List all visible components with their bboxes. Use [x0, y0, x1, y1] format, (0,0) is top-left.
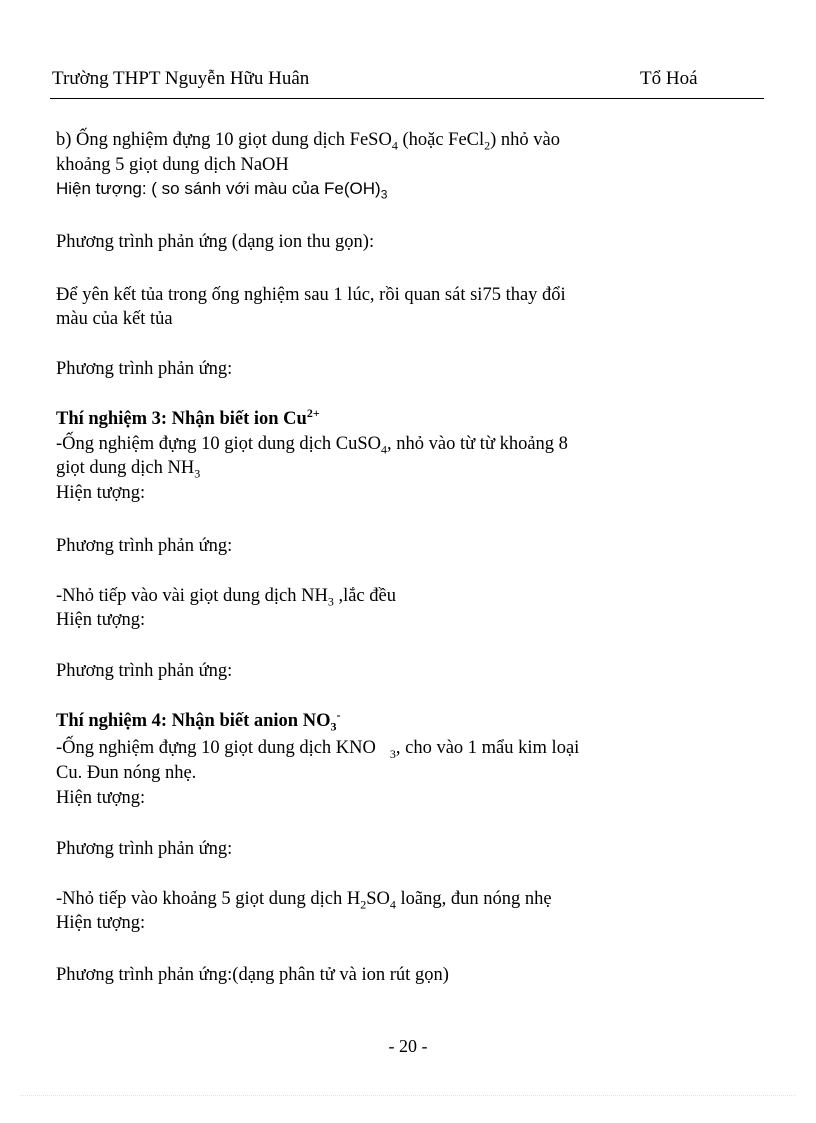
phenomenon-line: Hiện tượng:	[56, 610, 146, 630]
equation-line: Phương trình phản ứng:	[56, 536, 233, 556]
paragraph-line: -Ống nghiệm đựng 10 giọt dung dịch CuSO$_4$, nhỏ vào từ từ khoảng 8	[56, 434, 568, 457]
paragraph-line: giọt dung dịch $NH_3$	[56, 458, 201, 481]
header-school: Trường THPT Nguyễn Hữu Huân	[52, 68, 310, 89]
paragraph-line: Để yên kết tủa trong ống nghiệm sau 1 lúc, rồi quan sát si75 thay đổi	[56, 285, 566, 305]
paragraph-line: -Nhỏ tiếp vào vài giọt dung dịch $NH_3$ ,lắc đều	[56, 586, 396, 609]
equation-line: Phương trình phản ứng:	[56, 359, 233, 379]
paragraph-line: b) Ống nghiệm đựng 10 giọt dung dịch FeSO$_4$ (hoặc FeCl$_2$) nhỏ vào	[56, 130, 561, 153]
phenomenon-line: Hiện tượng:	[56, 483, 146, 503]
equation-line: Phương trình phản ứng:	[56, 839, 233, 859]
paragraph-line: -Ống nghiệm đựng 10 giọt dung dịch KNO $_3$, cho vào 1 mẩu kim loại	[56, 738, 580, 761]
section-title-exp3: Thí nghiệm 3: Nhận biết ion $Cu^{2+}$	[56, 405, 320, 429]
paragraph-line: khoảng 5 giọt dung dịch NaOH	[56, 155, 289, 175]
paragraph-line: Cu. Đun nóng nhẹ.	[56, 763, 197, 783]
section-title-exp4: Thí nghiệm 4: Nhận biết anion $NO_3^-$	[56, 707, 341, 734]
paragraph-line: -Nhỏ tiếp vào khoảng 5 giọt dung dịch $H_2SO_4$ loãng, đun nóng nhẹ	[56, 889, 552, 912]
phenomenon-line: Hiện tượng: ( so sánh với màu của $Fe(OH)_3$	[56, 179, 388, 202]
equation-line: Phương trình phản ứng (dạng ion thu gọn):	[56, 232, 375, 252]
equation-line: Phương trình phản ứng:	[56, 661, 233, 681]
phenomenon-line: Hiện tượng:	[56, 788, 146, 808]
page-number: - 20 -	[388, 1036, 428, 1056]
header-department: Tổ Hoá	[640, 68, 698, 89]
phenomenon-line: Hiện tượng:	[56, 913, 146, 933]
paragraph-line: màu của kết tủa	[56, 309, 173, 329]
header-rule	[50, 98, 764, 99]
equation-line: Phương trình phản ứng:(dạng phân tử và ion rút gọn)	[56, 965, 449, 985]
bottom-divider	[20, 1095, 796, 1096]
